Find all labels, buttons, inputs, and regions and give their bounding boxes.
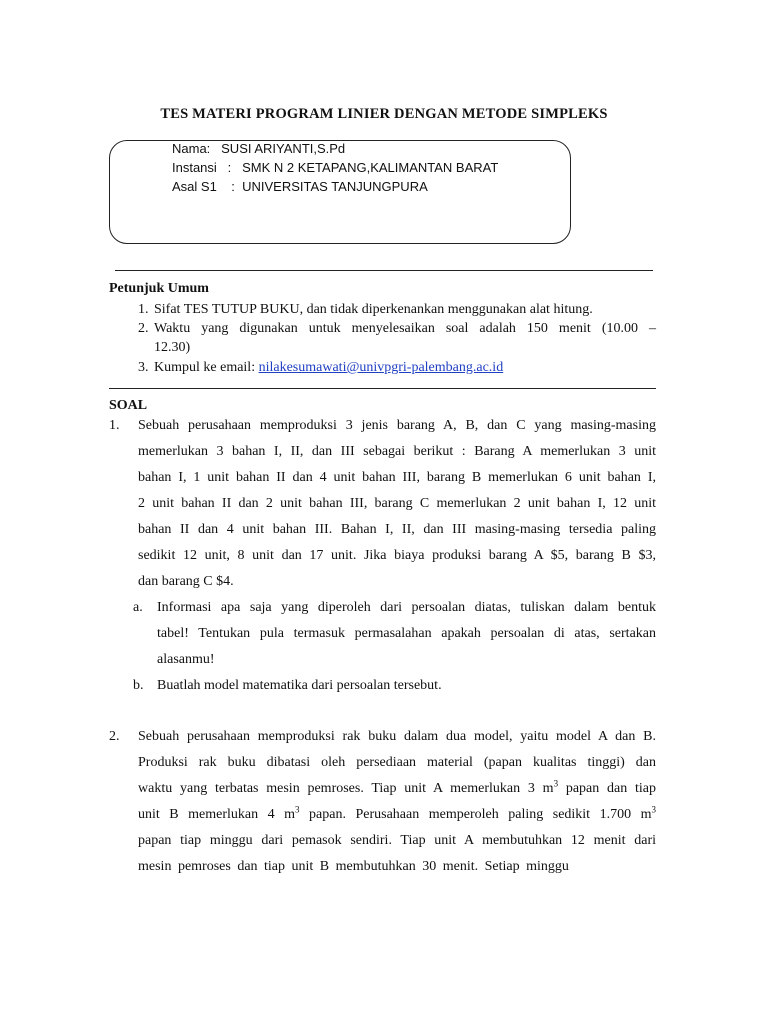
question-2-line: papan tiap minggu dari pemasok sendiri. Tiap unit A membutuhkan 12 menit dari — [138, 833, 656, 848]
instruction-number-3: 3. — [138, 360, 149, 375]
question-1-line: bahan II dan 4 unit bahan III. Bahan I, II, dan III masing-masing tersedia paling — [138, 522, 656, 537]
question-1-line: Sebuah perusahaan memproduksi 3 jenis barang A, B, dan C yang masing-masing — [138, 418, 656, 433]
institution-label: Instansi : — [172, 160, 232, 175]
name-label: Nama: — [172, 141, 211, 156]
superscript: 3 — [553, 778, 559, 789]
question-2-line: Produksi rak buku dibatasi oleh persediaan material (papan kualitas tinggi) dan — [138, 755, 656, 770]
question-2-text: unit B memerlukan 4 m — [138, 807, 296, 822]
question-1a-line: tabel! Tentukan pula termasuk permasalahan apakah persoalan di atas, sertakan — [157, 626, 656, 641]
divider-top — [115, 270, 653, 271]
question-2-line — [138, 804, 656, 823]
university-label: Asal S1 : — [172, 179, 235, 194]
question-2-text: waktu yang terbatas mesin pemroses. Tiap unit A memerlukan 3 m — [138, 781, 554, 796]
instruction-text-2b: 12.30) — [154, 340, 191, 355]
question-2-line — [138, 778, 656, 797]
superscript: 3 — [295, 804, 300, 815]
university-value: UNIVERSITAS TANJUNGPURA — [242, 179, 428, 194]
question-1a-line: alasanmu! — [157, 652, 215, 667]
document-title: TES MATERI PROGRAM LINIER DENGAN METODE SIMPLEKS — [160, 106, 608, 122]
question-2-line: mesin pemroses dan tiap unit B membutuhkan 30 menit. Setiap minggu — [138, 859, 569, 874]
instructions-heading: Petunjuk Umum — [109, 281, 209, 296]
name-value: SUSI ARIYANTI,S.Pd — [221, 141, 346, 156]
instruction-number-2: 2. — [138, 321, 149, 336]
question-2-line: Sebuah perusahaan memproduksi rak buku dalam dua model, yaitu model A dan B. — [138, 729, 656, 744]
question-1-line: dan barang C $4. — [138, 574, 234, 589]
instruction-number-1: 1. — [138, 302, 149, 317]
author-info-box — [109, 140, 571, 244]
email-prefix: Kumpul ke email: — [154, 360, 259, 375]
question-1-line: memerlukan 3 bahan I, II, dan III sebagai berikut : Barang A memerlukan 3 unit — [138, 444, 656, 459]
university-row — [172, 179, 428, 194]
question-1b-label: b. — [133, 678, 144, 693]
question-2-text: papan. Perusahaan memperoleh paling sedikit 1.700 m — [299, 807, 652, 822]
question-1-line: 2 unit bahan II dan 2 unit bahan III, barang C memerlukan 2 unit bahan I, 12 unit — [138, 496, 656, 511]
question-1a-line: Informasi apa saja yang diperoleh dari persoalan diatas, tuliskan dalam bentuk — [157, 600, 656, 615]
question-1-line: bahan I, 1 unit bahan II dan 4 unit bahan III, barang B memerlukan 6 unit bahan I, — [138, 470, 656, 485]
question-1b-text: Buatlah model matematika dari persoalan tersebut. — [157, 678, 442, 693]
instruction-text-2a: Waktu yang digunakan untuk menyelesaikan soal adalah 150 menit (10.00 – — [154, 321, 656, 336]
email-link[interactable]: nilakesumawati@univpgri-palembang.ac.id — [258, 360, 504, 375]
institution-row — [172, 160, 498, 175]
superscript: 3 — [651, 804, 656, 815]
question-2-text: papan dan tiap — [558, 781, 656, 796]
question-2-number: 2. — [109, 729, 120, 744]
name-row — [172, 141, 345, 156]
soal-heading: SOAL — [109, 398, 148, 413]
question-1-number: 1. — [109, 418, 120, 433]
divider-bottom — [109, 388, 656, 389]
question-1-line: sedikit 12 unit, 8 unit dan 17 unit. Jika biaya produksi barang A $5, barang B $3, — [138, 548, 656, 563]
question-1a-label: a. — [133, 600, 143, 615]
instruction-text-3 — [154, 360, 503, 376]
instruction-text-1: Sifat TES TUTUP BUKU, dan tidak diperkenankan menggunakan alat hitung. — [154, 302, 593, 317]
institution-value: SMK N 2 KETAPANG,KALIMANTAN BARAT — [242, 160, 499, 175]
